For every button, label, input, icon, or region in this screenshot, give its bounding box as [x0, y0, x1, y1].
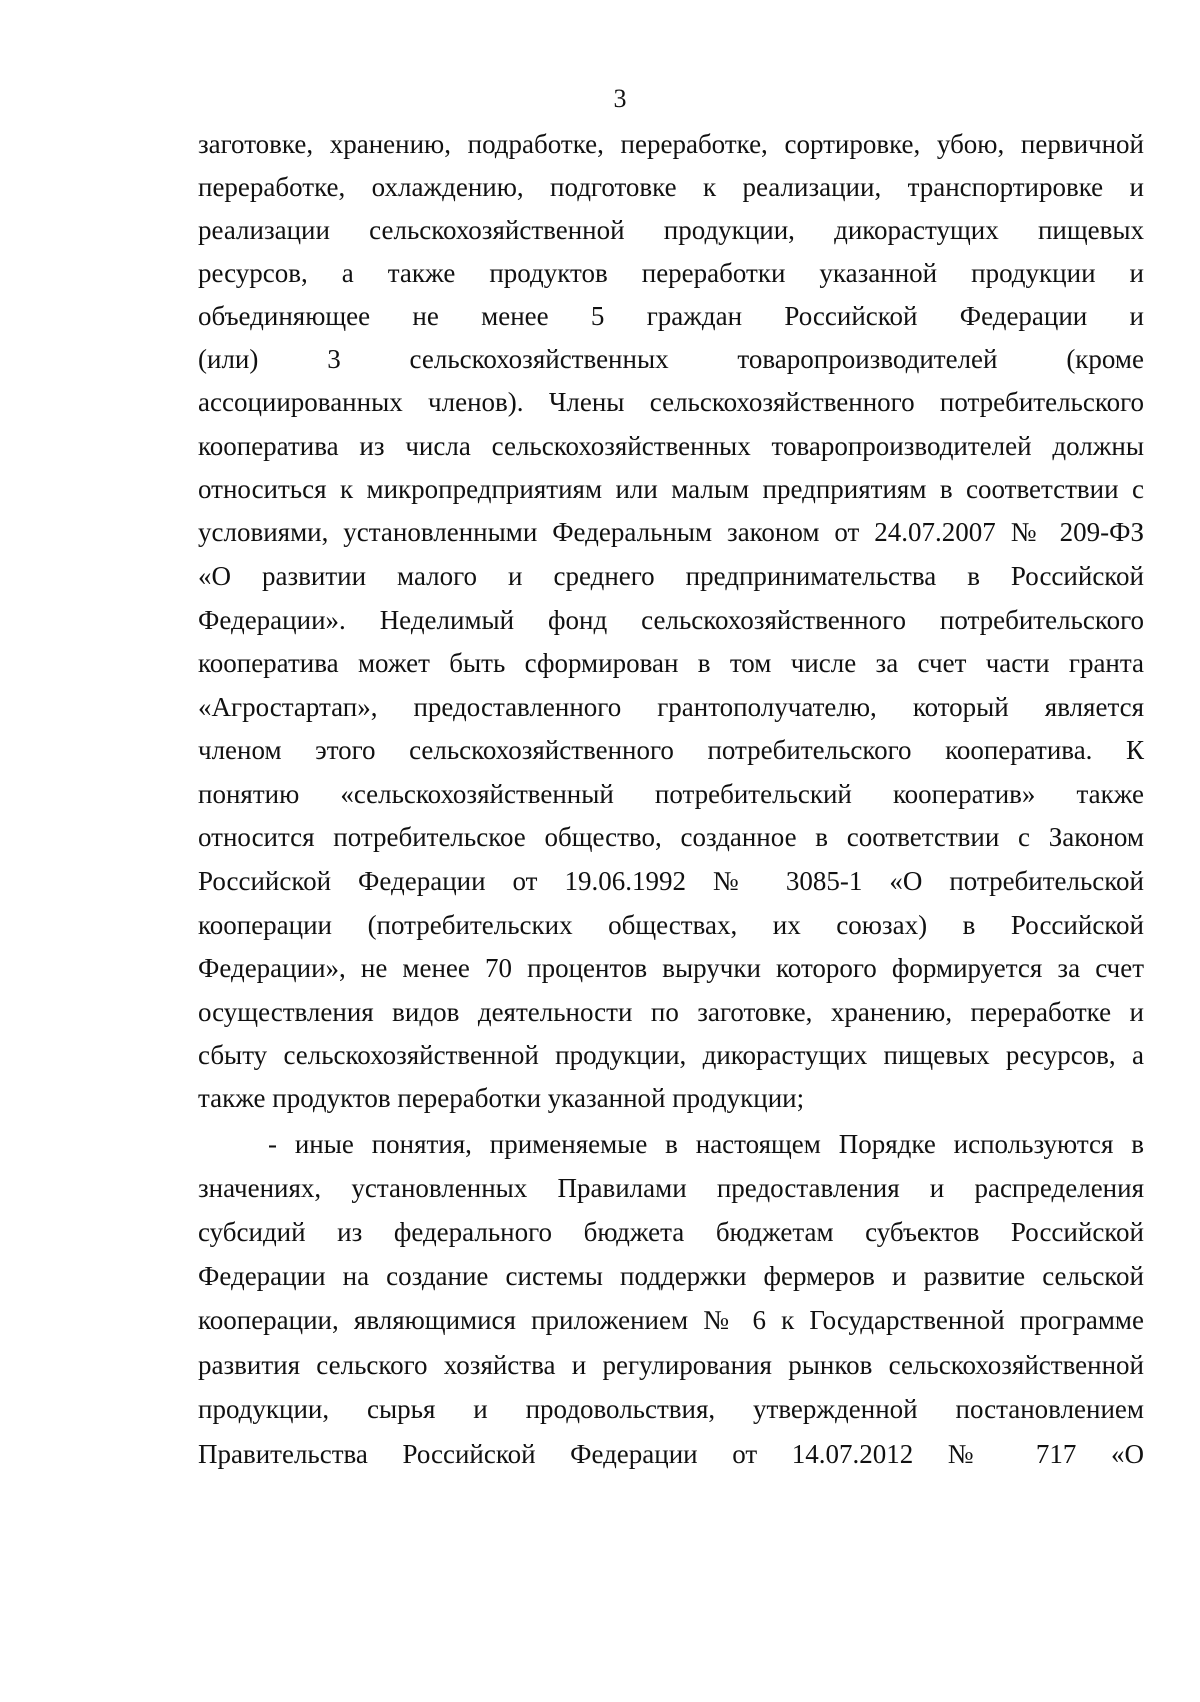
text-line: осуществления видов деятельности по заготовке, хранению, переработке и: [198, 997, 1144, 1027]
text-line: «О развитии малого и среднего предпринимательства в Российской: [198, 561, 1144, 591]
text-line: относится потребительское общество, созданное в соответствии с Законом: [198, 822, 1144, 852]
text-line: Российской Федерации от 19.06.1992 № 3085-1 «О потребительской: [198, 866, 1144, 896]
text-line: кооператива может быть сформирован в том числе за счет части гранта: [198, 648, 1144, 678]
text-line: Федерации на создание системы поддержки фермеров и развитие сельской: [198, 1261, 1144, 1291]
text-line: заготовке, хранению, подработке, переработке, сортировке, убою, первичной: [198, 129, 1144, 159]
text-line: субсидий из федерального бюджета бюджетам субъектов Российской: [198, 1217, 1144, 1247]
page-number: 3: [613, 84, 627, 113]
text-line: понятию «сельскохозяйственный потребительский кооператив» также: [198, 779, 1144, 809]
text-line: условиями, установленными Федеральным законом от 24.07.2007 № 209-ФЗ: [198, 517, 1144, 547]
text-line: также продуктов переработки указанной продукции;: [198, 1083, 805, 1113]
text-line: Федерации», не менее 70 процентов выручки которого формируется за счет: [198, 953, 1144, 983]
text-line: сбыту сельскохозяйственной продукции, дикорастущих пищевых ресурсов, а: [198, 1040, 1144, 1070]
text-line: «Агростартап», предоставленного грантополучателю, который является: [198, 692, 1144, 722]
text-line: реализации сельскохозяйственной продукции, дикорастущих пищевых: [198, 215, 1144, 245]
text-line: продукции, сырья и продовольствия, утвержденной постановлением: [198, 1394, 1144, 1424]
text-line: кооперации, являющимися приложением № 6 к Государственной программе: [198, 1305, 1144, 1335]
text-line: развития сельского хозяйства и регулирования рынков сельскохозяйственной: [198, 1350, 1144, 1380]
text-line: кооперации (потребительских обществах, их союзах) в Российской: [198, 910, 1144, 940]
text-line: - иные понятия, применяемые в настоящем Порядке используются в: [268, 1129, 1144, 1159]
text-line: ассоциированных членов). Члены сельскохозяйственного потребительского: [198, 387, 1144, 417]
text-line: значениях, установленных Правилами предоставления и распределения: [198, 1173, 1144, 1203]
text-line: кооператива из числа сельскохозяйственных товаропроизводителей должны: [198, 431, 1144, 461]
text-line: объединяющее не менее 5 граждан Российской Федерации и: [198, 301, 1144, 331]
text-line: переработке, охлаждению, подготовке к реализации, транспортировке и: [198, 172, 1144, 202]
text-line: относиться к микропредприятиям или малым предприятиям в соответствии с: [198, 474, 1144, 504]
text-line: Правительства Российской Федерации от 14.07.2012 № 717 «О: [198, 1439, 1144, 1469]
text-line: (или) 3 сельскохозяйственных товаропроизводителей (кроме: [198, 344, 1144, 374]
text-line: ресурсов, а также продуктов переработки указанной продукции и: [198, 258, 1144, 288]
text-line: Федерации». Неделимый фонд сельскохозяйственного потребительского: [198, 605, 1144, 635]
text-line: членом этого сельскохозяйственного потребительского кооператива. К: [198, 735, 1144, 765]
